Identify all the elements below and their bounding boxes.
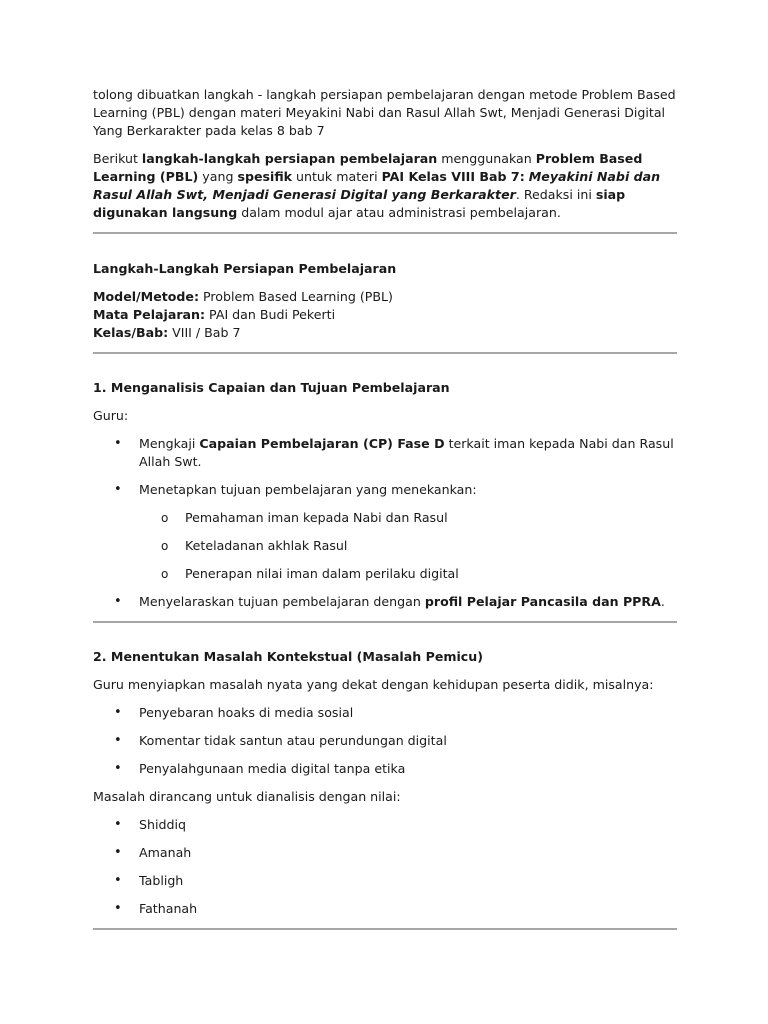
divider — [93, 352, 677, 354]
list-item: • Amanah — [93, 844, 677, 862]
step2-title: 2. Menentukan Masalah Kontekstual (Masalah Pemicu) — [93, 649, 483, 664]
divider — [93, 928, 677, 930]
step1-list — [93, 435, 677, 611]
divider — [93, 232, 677, 234]
bold-text: langkah-langkah persiapan pembelajaran — [141, 151, 438, 166]
step2-problem-list — [93, 704, 677, 778]
sub-list-item: o Pemahaman iman kepada Nabi dan Rasul — [93, 509, 677, 527]
list-item: • Shiddiq — [93, 816, 677, 834]
step2-values-list — [93, 816, 677, 918]
meta-model — [93, 288, 677, 306]
step2-intro: Guru menyiapkan masalah nyata yang dekat dengan kehidupan peserta didik, misalnya: — [93, 677, 654, 692]
meta-class — [93, 324, 677, 342]
meta-label: Kelas/Bab: — [93, 325, 169, 340]
meta-label: Model/Metode: — [93, 289, 199, 304]
meta-label: Mata Pelajaran: — [93, 307, 206, 322]
bold-italic-text: Meyakini Nabi dan Rasul Allah Swt, Menjadi Generasi Digital yang Berkarakter — [93, 169, 661, 202]
meta-value: Problem Based Learning (PBL) — [199, 289, 393, 304]
meta-value: PAI dan Budi Pekerti — [205, 307, 336, 322]
list-item — [93, 435, 677, 471]
bold-text: Capaian Pembelajaran (CP) Fase D — [199, 436, 445, 451]
list-item: • Penyalahgunaan media digital tanpa etika — [93, 760, 677, 778]
list-item: • Komentar tidak santun atau perundungan digital — [93, 732, 677, 750]
text: yang — [198, 169, 238, 184]
text: Mengkaji — [139, 436, 200, 451]
list-item — [93, 593, 677, 611]
text: menggunakan — [437, 151, 536, 166]
user-prompt: tolong dibuatkan langkah - langkah persiapan pembelajaran dengan metode Problem Based Learning (PBL) dengan materi Meyakini Nabi dan Rasul Allah Swt, Menjadi Generasi Digital Yang Berkarakter pada kelas 8 bab 7 — [93, 87, 676, 138]
bold-text: PAI Kelas VIII Bab 7: — [381, 169, 525, 184]
step1-title: 1. Menganalisis Capaian dan Tujuan Pembelajaran — [93, 380, 450, 395]
step1-guru: Guru: — [93, 408, 129, 423]
text: untuk materi — [292, 169, 382, 184]
bold-text: siap digunakan langsung — [93, 187, 626, 220]
meta-subject — [93, 306, 677, 324]
meta-value: VIII / Bab 7 — [168, 325, 241, 340]
text: dalam modul ajar atau administrasi pembelajaran. — [237, 205, 561, 220]
section-title: Langkah-Langkah Persiapan Pembelajaran — [93, 261, 397, 276]
text: Berikut — [93, 151, 142, 166]
response-intro — [93, 150, 677, 222]
text: terkait iman kepada Nabi dan Rasul Allah Swt. — [139, 436, 674, 469]
bold-text: profil Pelajar Pancasila dan PPRA — [424, 594, 661, 609]
sub-list-item: o Penerapan nilai iman dalam perilaku digital — [93, 565, 677, 583]
text: Menyelaraskan tujuan pembelajaran dengan — [139, 594, 425, 609]
list-item: • Fathanah — [93, 900, 677, 918]
text: . Redaksi ini — [515, 187, 596, 202]
text: . — [660, 594, 665, 609]
step2-values-intro: Masalah dirancang untuk dianalisis dengan nilai: — [93, 789, 401, 804]
list-item: • Menetapkan tujuan pembelajaran yang menekankan: — [93, 481, 677, 499]
divider — [93, 621, 677, 623]
list-item: • Penyebaran hoaks di media sosial — [93, 704, 677, 722]
bold-text: spesifik — [237, 169, 293, 184]
list-item: • Tabligh — [93, 872, 677, 890]
sub-list-item: o Keteladanan akhlak Rasul — [93, 537, 677, 555]
bold-text: Problem Based Learning (PBL) — [93, 151, 643, 184]
document-body — [93, 86, 677, 930]
